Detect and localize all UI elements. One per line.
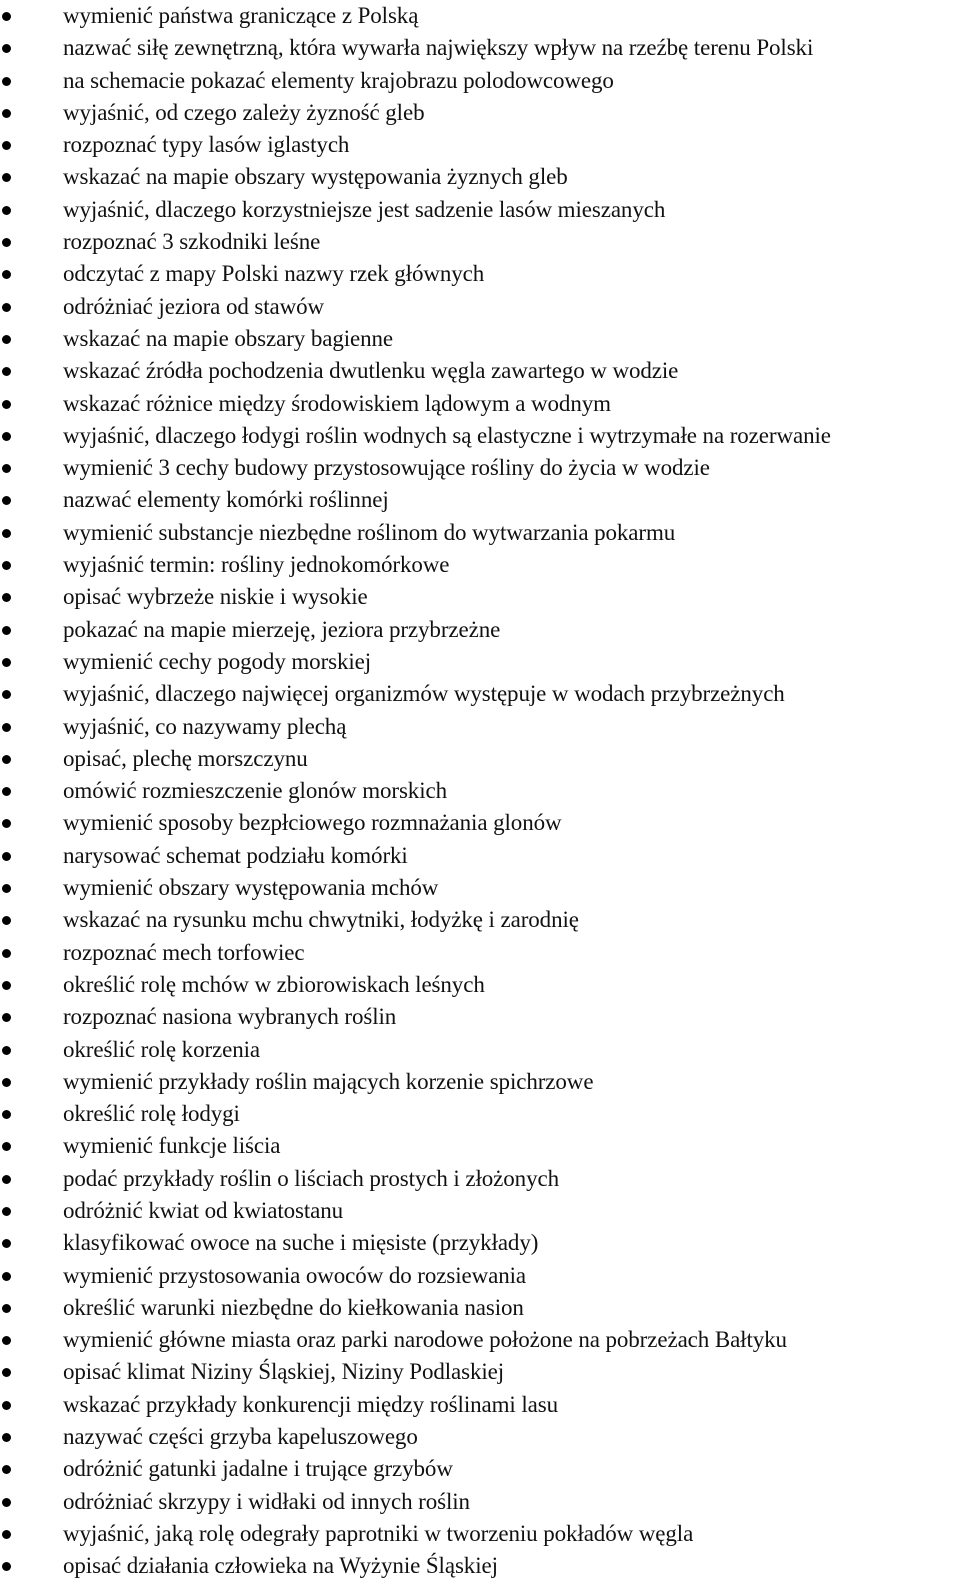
bullet-icon	[2, 1465, 11, 1474]
list-item	[0, 1292, 960, 1324]
list-item	[0, 1034, 960, 1066]
list-item	[0, 452, 960, 484]
list-item	[0, 1260, 960, 1292]
list-item	[0, 1356, 960, 1388]
list-item-text: rozpoznać nasiona wybranych roślin	[63, 1004, 397, 1030]
list-item	[0, 65, 960, 97]
list-item-text: wyjaśnić, dlaczego łodygi roślin wodnych są elastyczne i wytrzymałe na rozerwanie	[63, 422, 831, 448]
list-item	[0, 711, 960, 743]
list-item-text: odróżnić gatunki jadalne i trujące grzybów	[63, 1456, 453, 1482]
list-item-text: wymienić główne miasta oraz parki narodowe położone na pobrzeżach Bałtyku	[63, 1327, 787, 1353]
list-item-text: wymienić 3 cechy budowy przystosowujące rośliny do życia w wodzie	[63, 455, 710, 481]
bullet-icon	[2, 1110, 11, 1119]
bullet-icon	[2, 496, 11, 505]
list-item-text: odróżnić kwiat od kwiatostanu	[63, 1197, 344, 1223]
list-item	[0, 614, 960, 646]
list-item-text: wymienić państwa graniczące z Polską	[63, 3, 419, 28]
list-item	[0, 1453, 960, 1485]
list-item-text: wskazać na mapie obszary bagienne	[63, 325, 394, 351]
list-item-text: pokazać na mapie mierzeję, jeziora przybrzeżne	[63, 616, 501, 642]
bullet-icon	[2, 529, 11, 538]
list-item	[0, 194, 960, 226]
bullet-icon	[2, 1239, 11, 1248]
bullet-icon	[2, 1433, 11, 1442]
list-item-text: odczytać z mapy Polski nazwy rzek głównych	[63, 261, 485, 287]
list-item-text: opisać klimat Niziny Śląskiej, Niziny Podlaskiej	[63, 1359, 505, 1385]
bullet-icon	[2, 626, 11, 635]
list-item-text: wyjaśnić, dlaczego najwięcej organizmów występuje w wodach przybrzeżnych	[63, 681, 785, 707]
bullet-icon	[2, 1401, 11, 1410]
list-item	[0, 937, 960, 969]
bullet-icon	[2, 1078, 11, 1087]
list-item	[0, 484, 960, 516]
bullet-icon	[2, 561, 11, 570]
bullet-icon	[2, 303, 11, 312]
list-item-text: określić warunki niezbędne do kiełkowania nasion	[63, 1294, 524, 1320]
list-item-text: określić rolę korzenia	[63, 1036, 261, 1062]
list-item-text: wyjaśnić, co nazywamy plechą	[63, 713, 347, 739]
list-item	[0, 1001, 960, 1033]
bullet-icon	[2, 464, 11, 473]
list-item-text: opisać wybrzeże niskie i wysokie	[63, 584, 368, 610]
bullet-icon	[2, 1175, 11, 1184]
list-item-text: wymienić sposoby bezpłciowego rozmnażania glonów	[63, 810, 562, 836]
list-item	[0, 1486, 960, 1518]
bullet-icon	[2, 949, 11, 958]
bullet-icon	[2, 1368, 11, 1377]
list-item	[0, 840, 960, 872]
list-item	[0, 323, 960, 355]
list-item	[0, 32, 960, 64]
list-item	[0, 904, 960, 936]
list-item-text: nazywać części grzyba kapeluszowego	[63, 1424, 418, 1450]
list-item	[0, 807, 960, 839]
list-item-text: odróżniać skrzypy i widłaki od innych roślin	[63, 1488, 470, 1514]
list-item	[0, 161, 960, 193]
bullet-icon	[2, 723, 11, 732]
list-item	[0, 1227, 960, 1259]
list-item-text: wskazać na mapie obszary występowania żyznych gleb	[63, 164, 568, 190]
list-item-text: nazwać siłę zewnętrzną, która wywarła największy wpływ na rzeźbę terenu Polski	[63, 35, 814, 61]
list-item-text: wskazać na rysunku mchu chwytniki, łodyżkę i zarodnię	[63, 907, 579, 933]
bullet-icon	[2, 173, 11, 182]
bullet-icon	[2, 270, 11, 279]
list-item	[0, 1421, 960, 1453]
list-item-text: wskazać źródła pochodzenia dwutlenku węgla zawartego w wodzie	[63, 358, 679, 384]
bullet-icon	[2, 1498, 11, 1507]
list-item	[0, 775, 960, 807]
bullet-icon	[2, 1142, 11, 1151]
bullet-icon	[2, 238, 11, 247]
bullet-icon	[2, 1272, 11, 1281]
list-item-text: na schemacie pokazać elementy krajobrazu polodowcowego	[63, 67, 614, 93]
bullet-icon	[2, 1562, 11, 1571]
list-item	[0, 872, 960, 904]
bullet-icon	[2, 755, 11, 764]
bullet-icon	[2, 335, 11, 344]
list-item	[0, 355, 960, 387]
list-item	[0, 1098, 960, 1130]
list-item-text: rozpoznać typy lasów iglastych	[63, 132, 350, 158]
bullet-icon	[2, 1530, 11, 1539]
list-item-text: określić rolę mchów w zbiorowiskach leśnych	[63, 971, 485, 997]
list-item-text: wymienić funkcje liścia	[63, 1133, 281, 1159]
bullet-icon	[2, 593, 11, 602]
list-item	[0, 291, 960, 323]
list-item-text: wyjaśnić, od czego zależy żyzność gleb	[63, 99, 425, 125]
bullet-icon	[2, 77, 11, 86]
bullet-icon	[2, 12, 11, 21]
bullet-icon	[2, 400, 11, 409]
bullet-icon	[2, 1046, 11, 1055]
list-item	[0, 1324, 960, 1356]
list-item	[0, 258, 960, 290]
list-item-text: wymienić obszary występowania mchów	[63, 875, 439, 901]
list-item-text: określić rolę łodygi	[63, 1101, 240, 1127]
list-item	[0, 646, 960, 678]
list-item	[0, 678, 960, 710]
bullet-icon	[2, 819, 11, 828]
bullet-icon	[2, 690, 11, 699]
list-item	[0, 97, 960, 129]
list-item	[0, 1550, 960, 1582]
list-item-text: rozpoznać mech torfowiec	[63, 939, 305, 965]
list-item	[0, 549, 960, 581]
bullet-icon	[2, 787, 11, 796]
list-item-text: wymienić przystosowania owoców do rozsiewania	[63, 1262, 527, 1288]
list-item	[0, 1518, 960, 1550]
list-item	[0, 129, 960, 161]
list-item	[0, 1130, 960, 1162]
bullet-icon	[2, 658, 11, 667]
bullet-icon	[2, 884, 11, 893]
list-item	[0, 1195, 960, 1227]
list-item	[0, 517, 960, 549]
bullet-icon	[2, 44, 11, 53]
list-item	[0, 0, 960, 32]
list-item-text: wskazać przykłady konkurencji między roślinami lasu	[63, 1391, 558, 1417]
bullet-icon	[2, 206, 11, 215]
bullet-icon	[2, 1207, 11, 1216]
list-item-text: podać przykłady roślin o liściach prostych i złożonych	[63, 1165, 559, 1191]
bullet-icon	[2, 852, 11, 861]
bullet-icon	[2, 916, 11, 925]
bullet-icon	[2, 1336, 11, 1345]
list-item-text: omówić rozmieszczenie glonów morskich	[63, 778, 447, 804]
bullet-icon	[2, 432, 11, 441]
list-item-text: wymienić cechy pogody morskiej	[63, 648, 372, 674]
bullet-icon	[2, 367, 11, 376]
list-item	[0, 226, 960, 258]
list-item	[0, 743, 960, 775]
list-item	[0, 388, 960, 420]
list-item-text: wyjaśnić termin: rośliny jednokomórkowe	[63, 552, 450, 578]
bullet-icon	[2, 1013, 11, 1022]
list-item	[0, 1389, 960, 1421]
list-item	[0, 1163, 960, 1195]
list-item	[0, 969, 960, 1001]
list-item-text: rozpoznać 3 szkodniki leśne	[63, 229, 321, 255]
list-item-text: wyjaśnić, jaką rolę odegrały paprotniki w tworzeniu pokładów węgla	[63, 1520, 694, 1546]
list-item-text: klasyfikować owoce na suche i mięsiste (przykłady)	[63, 1230, 539, 1256]
bullet-icon	[2, 109, 11, 118]
list-item	[0, 1066, 960, 1098]
list-item-text: wyjaśnić, dlaczego korzystniejsze jest sadzenie lasów mieszanych	[63, 196, 666, 222]
bullet-icon	[2, 981, 11, 990]
list-item-text: wskazać różnice między środowiskiem lądowym a wodnym	[63, 390, 611, 416]
list-item	[0, 581, 960, 613]
list-item-text: odróżniać jeziora od stawów	[63, 293, 325, 319]
list-item-text: opisać działania człowieka na Wyżynie Śląskiej	[63, 1553, 498, 1579]
list-item-text: wymienić substancje niezbędne roślinom do wytwarzania pokarmu	[63, 519, 676, 545]
list-item-text: wymienić przykłady roślin mających korzenie spichrzowe	[63, 1068, 594, 1094]
list-item	[0, 420, 960, 452]
list-item-text: narysować schemat podziału komórki	[63, 842, 408, 868]
bullet-icon	[2, 141, 11, 150]
list-item-text: nazwać elementy komórki roślinnej	[63, 487, 389, 513]
bullet-icon	[2, 1304, 11, 1313]
list-item-text: opisać, plechę morszczynu	[63, 745, 308, 771]
